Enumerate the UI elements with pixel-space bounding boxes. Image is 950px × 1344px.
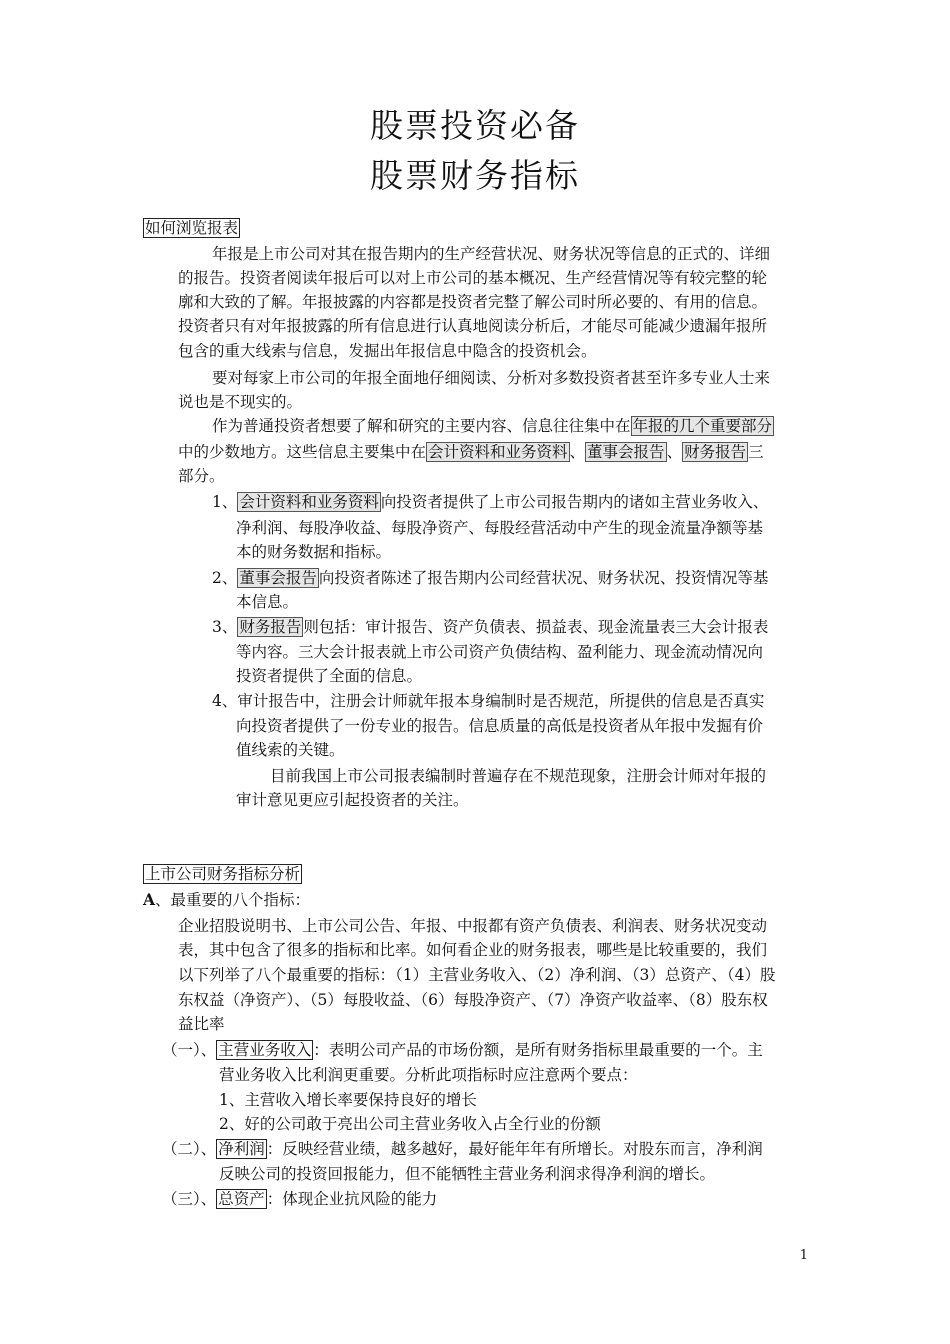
doc-title-line1: 股票投资必备 [370, 106, 580, 145]
text-span: 中的少数地方。这些信息主要集中在 [178, 443, 427, 461]
list-item-line: 投资者提供了全面的信息。 [236, 667, 423, 685]
paragraph-line: 廓和大致的了解。年报披露的内容都是投资者完整了解公司时所必要的、有用的信息。 [178, 293, 768, 311]
text-span: ：反映经营业绩，越多越好，最好能年年有所增长。对股东而言，净利润 [266, 1140, 763, 1158]
paragraph-line: 部分。 [178, 467, 225, 485]
paragraph-line [178, 440, 764, 464]
paragraph-line: 投资者只有对年报披露的所有信息进行认真地阅读分析后，才能尽可能减少遗漏年报所 [178, 317, 768, 335]
text-span: 向投资者陈述了报告期内公司经营状况、财务状况、投资情况等基 [318, 569, 769, 587]
list-item [212, 689, 764, 713]
paragraph-line [212, 414, 774, 438]
list-item-line: 向投资者提供了一份专业的报告。信息质量的高低是投资者从年报中发掘有价 [236, 717, 764, 735]
text-span: 三 [748, 443, 764, 461]
paragraph-line: 审计意见更应引起投资者的关注。 [236, 791, 469, 809]
text-span: 则包括：审计报告、资产负债表、损益表、现金流量表三大会计报表 [303, 618, 769, 636]
section-heading-browse-reports [143, 216, 240, 240]
text-span: 作为普通投资者想要了解和研究的主要内容、信息往往集中在 [212, 417, 631, 435]
indicator-line: 营业务收入比利润更重要。分析此项指标时应注意两个要点： [219, 1066, 638, 1084]
list-item-number: 3、 [212, 618, 238, 636]
paragraph-line: 的报告。投资者阅读年报后可以对上市公司的基本概况、生产经营情况等有较完整的轮 [178, 269, 768, 287]
text-span: 、 [666, 443, 683, 461]
paragraph-line: 益比率 [178, 1015, 225, 1033]
indicator-number: （一）、 [162, 1041, 217, 1059]
list-item-number: 1、 [212, 493, 238, 511]
list-item [212, 490, 768, 514]
indicator-number: （二）、 [162, 1140, 217, 1158]
list-item-number: 4、 [212, 692, 238, 710]
list-item-line: 净利润、每股净收益、每股净资产、每股经营活动中产生的现金流量净额等基 [236, 519, 764, 537]
paragraph-line: 要对每家上市公司的年报全面地仔细阅读、分析对多数投资者甚至许多专业人士来 [212, 369, 771, 387]
indicator-number: （三）、 [162, 1190, 217, 1208]
indicator-term: 总资产 [218, 1190, 265, 1208]
paragraph-line: 年报是上市公司对其在报告期内的生产经营状况、财务状况等信息的正式的、详细 [212, 245, 771, 263]
indicator-term: 净利润 [218, 1140, 265, 1158]
highlighted-term: 会计资料和业务资料 [428, 443, 568, 461]
text-span: 、 [569, 443, 586, 461]
highlighted-term: 财务报告 [684, 443, 747, 461]
text-span: ：表明公司产品的市场份额，是所有财务指标里最重要的一个。主 [313, 1041, 763, 1059]
highlighted-term: 董事会报告 [587, 443, 665, 461]
paragraph-line: 表，其中包含了很多的指标和比率。如何看企业的财务报表，哪些是比较重要的，我们 [178, 941, 768, 959]
doc-title-line2: 股票财务指标 [370, 156, 580, 195]
highlighted-term: 会计资料和业务资料 [239, 493, 379, 511]
list-item [212, 615, 768, 639]
list-item-line: 值线索的关键。 [236, 741, 345, 759]
paragraph-line: 以下列举了八个最重要的指标：（1）主营业务收入、（2）净利润、（3）总资产、（4）股 [178, 966, 776, 984]
text-span: 向投资者提供了上市公司报告期内的诸如主营业务收入、 [380, 493, 769, 511]
subsection-letter: A [143, 890, 156, 909]
highlighted-term: 财务报告 [239, 618, 302, 636]
paragraph-line: 东权益（净资产）、（5）每股收益、（6）每股净资产、（7）净资产收益率、（8）股东权 [178, 991, 768, 1009]
paragraph-line: 包含的重大线索与信息，发掘出年报信息中隐含的投资机会。 [178, 342, 597, 360]
list-item-line: 等内容。三大会计报表就上市公司资产负债结构、盈利能力、现金流动情况向 [236, 643, 764, 661]
subsection-heading [143, 888, 310, 912]
indicator-line: 反映公司的投资回报能力，但不能牺牲主营业务利润求得净利润的增长。 [219, 1165, 716, 1183]
list-item-line: 本信息。 [236, 593, 299, 611]
list-item-line: 本的财务数据和指标。 [236, 543, 392, 561]
text-span: ：体现企业抗风险的能力 [266, 1190, 438, 1208]
paragraph-line: 企业招股说明书、上市公司公告、年报、中报都有资产负债表、利润表、财务状况变动 [178, 917, 768, 935]
paragraph-line: 说也是不现实的。 [178, 393, 303, 411]
indicator-point: 1、主营收入增长率要保持良好的增长 [219, 1091, 477, 1109]
indicator-term: 主营业务收入 [218, 1041, 312, 1059]
section-heading-financial-indicators [143, 862, 302, 886]
section-heading-label: 如何浏览报表 [145, 219, 239, 237]
highlighted-term: 董事会报告 [239, 569, 317, 587]
indicator-item [162, 1137, 763, 1161]
indicator-point: 2、好的公司敢于亮出公司主营业务收入占全行业的份额 [219, 1115, 601, 1133]
list-item [212, 566, 768, 590]
indicator-item [162, 1187, 437, 1211]
text-span: 审计报告中，注册会计师就年报本身编制时是否规范，所提供的信息是否真实 [237, 692, 765, 710]
text-span: 、最重要的八个指标： [155, 891, 311, 909]
list-item-number: 2、 [212, 569, 238, 587]
highlighted-term: 年报的几个重要部分 [632, 417, 773, 435]
indicator-item [162, 1038, 763, 1062]
page-number: 1 [799, 1248, 808, 1263]
paragraph-line: 目前我国上市公司报表编制时普遍存在不规范现象，注册会计师对年报的 [270, 767, 767, 785]
section-heading-label: 上市公司财务指标分析 [145, 865, 301, 883]
